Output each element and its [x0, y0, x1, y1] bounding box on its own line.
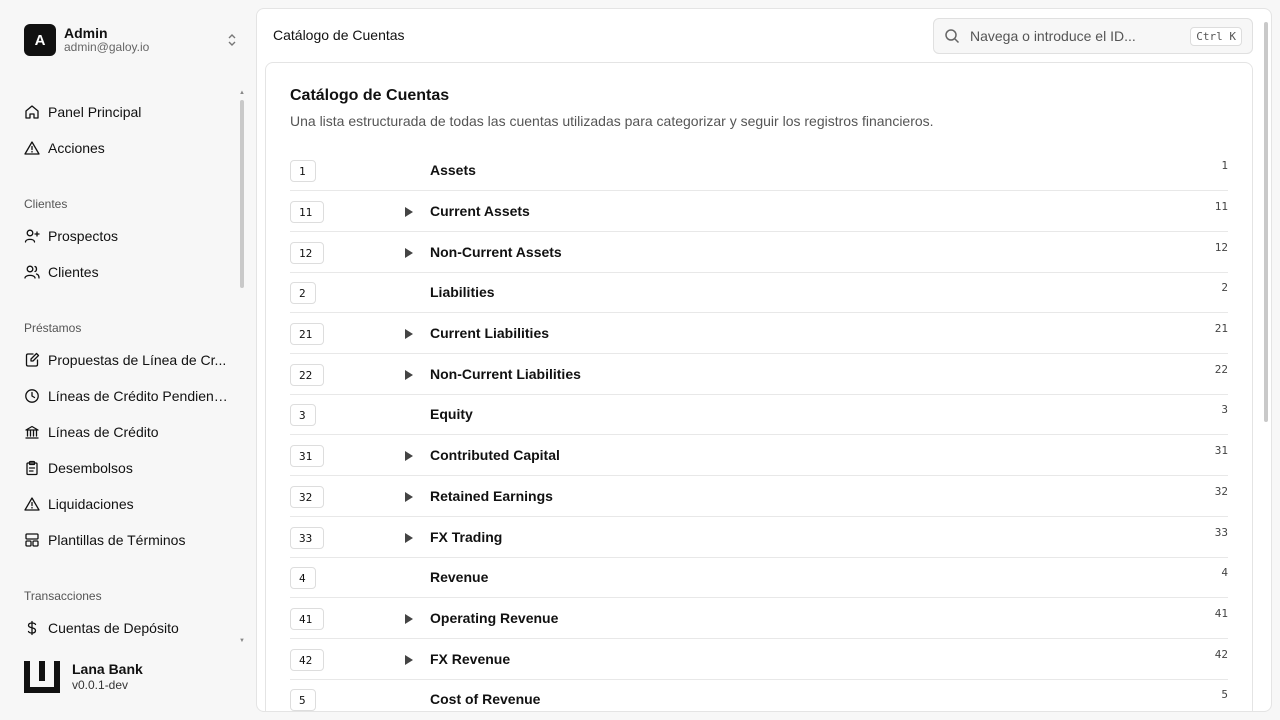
account-row: [290, 395, 1228, 435]
sidebar-section-label: Clientes: [24, 197, 68, 211]
page-title: Catálogo de Cuentas: [290, 87, 450, 104]
sidebar: [0, 0, 256, 720]
account-name[interactable]: Current Assets: [430, 203, 530, 219]
account-row[interactable]: [290, 598, 1228, 639]
account-row[interactable]: [290, 517, 1228, 558]
sidebar-item-label: Líneas de Crédito Pendient...: [48, 388, 229, 404]
account-row[interactable]: [290, 232, 1228, 273]
caret-right-icon[interactable]: [404, 653, 414, 665]
caret-right-icon[interactable]: [404, 368, 414, 380]
sidebar-section-label: Préstamos: [24, 321, 82, 335]
sidebar-item-propuestas-de-linea-de-cr[interactable]: [24, 348, 229, 372]
scroll-down-icon[interactable]: ▼: [239, 638, 245, 644]
account-row[interactable]: [290, 191, 1228, 232]
account-row[interactable]: [290, 476, 1228, 517]
caret-right-icon[interactable]: [404, 490, 414, 502]
sidebar-item-label: Acciones: [48, 140, 105, 156]
page-description: Una lista estructurada de todas las cuentas utilizadas para categorizar y seguir los registros financieros.: [290, 113, 934, 129]
account-ref-code: 42: [1214, 648, 1228, 661]
user-plus-icon: [24, 228, 40, 244]
search-shortcut: Ctrl K: [1190, 27, 1242, 46]
sidebar-item-label: Cuentas de Depósito: [48, 620, 179, 636]
account-ref-code: 11: [1214, 200, 1228, 213]
sidebar-item-prospectos[interactable]: [24, 224, 229, 248]
account-code-badge: 5: [290, 689, 316, 711]
brand: [24, 660, 143, 694]
account-name[interactable]: Retained Earnings: [430, 488, 553, 504]
account-row[interactable]: [290, 354, 1228, 395]
sidebar-item-label: Propuestas de Línea de Cr...: [48, 352, 227, 368]
avatar: A: [24, 24, 56, 56]
sidebar-item-label: Líneas de Crédito: [48, 424, 159, 440]
users-icon: [24, 264, 40, 280]
alert-triangle-icon: [24, 140, 40, 156]
caret-right-icon[interactable]: [404, 246, 414, 258]
account-ref-code: 4: [1221, 566, 1228, 579]
topbar: [257, 9, 1271, 61]
account-code-badge: 22: [290, 364, 324, 386]
caret-right-icon[interactable]: [404, 327, 414, 339]
account-ref-code: 21: [1214, 322, 1228, 335]
account-name[interactable]: Non-Current Liabilities: [430, 366, 581, 382]
account-name[interactable]: Liabilities: [430, 284, 495, 300]
sidebar-item-plantillas-de-terminos[interactable]: [24, 528, 229, 552]
account-ref-code: 22: [1214, 363, 1228, 376]
sidebar-item-label: Liquidaciones: [48, 496, 134, 512]
sidebar-item-liquidaciones[interactable]: [24, 492, 229, 516]
account-name[interactable]: Contributed Capital: [430, 447, 560, 463]
sidebar-item-label: Panel Principal: [48, 104, 142, 120]
caret-right-icon[interactable]: [404, 449, 414, 461]
account-name[interactable]: Non-Current Assets: [430, 244, 562, 260]
chart-of-accounts-card: [265, 62, 1253, 712]
account-row: [290, 558, 1228, 598]
sidebar-item-label: Desembolsos: [48, 460, 133, 476]
sidebar-item-lineas-de-credito-pendient[interactable]: [24, 384, 229, 408]
account-code-badge: 12: [290, 242, 324, 264]
sidebar-item-panel-principal[interactable]: [24, 100, 229, 124]
account-ref-code: 32: [1214, 485, 1228, 498]
alert-triangle-icon: [24, 496, 40, 512]
account-name[interactable]: Revenue: [430, 569, 489, 585]
account-code-badge: 21: [290, 323, 324, 345]
sidebar-item-label: Plantillas de Términos: [48, 532, 186, 548]
sidebar-item-label: Clientes: [48, 264, 99, 280]
caret-right-icon[interactable]: [404, 612, 414, 624]
clipboard-icon: [24, 460, 40, 476]
account-ref-code: 3: [1221, 403, 1228, 416]
account-name[interactable]: Operating Revenue: [430, 610, 559, 626]
main-scroll-thumb[interactable]: [1264, 22, 1268, 422]
search-icon: [944, 28, 960, 44]
sidebar-item-cuentas-de-deposito[interactable]: [24, 616, 229, 636]
main-panel: [256, 8, 1272, 712]
account-ref-code: 12: [1214, 241, 1228, 254]
lana-bank-logo: [24, 661, 60, 693]
home-icon: [24, 104, 40, 120]
account-ref-code: 33: [1214, 526, 1228, 539]
account-ref-code: 41: [1214, 607, 1228, 620]
account-code-badge: 11: [290, 201, 324, 223]
account-row[interactable]: [290, 639, 1228, 680]
account-name[interactable]: FX Revenue: [430, 651, 511, 667]
caret-right-icon[interactable]: [404, 205, 414, 217]
account-code-badge: 42: [290, 649, 324, 671]
account-ref-code: 2: [1221, 281, 1228, 294]
chevrons-up-down-icon: [224, 30, 240, 50]
account-name[interactable]: Current Liabilities: [430, 325, 550, 341]
account-name[interactable]: FX Trading: [430, 529, 503, 545]
account-code-badge: 33: [290, 527, 324, 549]
clock-icon: [24, 388, 40, 404]
account-code-badge: 32: [290, 486, 324, 508]
account-row: [290, 273, 1228, 313]
user-info: [64, 25, 224, 55]
account-ref-code: 31: [1214, 444, 1228, 457]
brand-version: v0.0.1-dev: [72, 678, 129, 693]
account-code-badge: 3: [290, 404, 316, 426]
sidebar-item-clientes[interactable]: [24, 260, 229, 284]
sidebar-scroll-thumb[interactable]: [240, 100, 244, 288]
sidebar-nav: [24, 96, 234, 636]
search-box[interactable]: [933, 18, 1253, 54]
account-row: [290, 680, 1228, 712]
brand-name: Lana Bank: [72, 661, 143, 678]
account-row[interactable]: [290, 435, 1228, 476]
account-name[interactable]: Cost of Revenue: [430, 691, 541, 707]
dollar-icon: [24, 620, 40, 636]
account-row: [290, 151, 1228, 191]
sidebar-item-acciones[interactable]: [24, 136, 229, 160]
account-name[interactable]: Assets: [430, 162, 476, 178]
breadcrumb[interactable]: Catálogo de Cuentas: [273, 27, 405, 43]
account-ref-code: 1: [1221, 159, 1228, 172]
account-code-badge: 4: [290, 567, 316, 589]
account-ref-code: 5: [1221, 688, 1228, 701]
sidebar-scrollbar[interactable]: [238, 90, 246, 646]
file-edit-icon: [24, 352, 40, 368]
user-name: Admin: [64, 25, 108, 42]
account-code-badge: 31: [290, 445, 324, 467]
main-scrollbar[interactable]: [1263, 22, 1269, 422]
account-code-badge: 1: [290, 160, 316, 182]
account-row[interactable]: [290, 313, 1228, 354]
layout-icon: [24, 532, 40, 548]
bank-icon: [24, 424, 40, 440]
search-input[interactable]: [970, 28, 1170, 44]
account-code-badge: 41: [290, 608, 324, 630]
user-switcher[interactable]: [24, 24, 240, 56]
user-email: admin@galoy.io: [64, 40, 150, 55]
scroll-up-icon[interactable]: ▲: [239, 90, 245, 96]
sidebar-item-lineas-de-credito[interactable]: [24, 420, 229, 444]
accounts-list: [290, 151, 1228, 712]
sidebar-section-label: Transacciones: [24, 589, 102, 603]
caret-right-icon[interactable]: [404, 531, 414, 543]
sidebar-item-label: Prospectos: [48, 228, 119, 244]
sidebar-item-desembolsos[interactable]: [24, 456, 229, 480]
account-code-badge: 2: [290, 282, 316, 304]
account-name[interactable]: Equity: [430, 406, 473, 422]
